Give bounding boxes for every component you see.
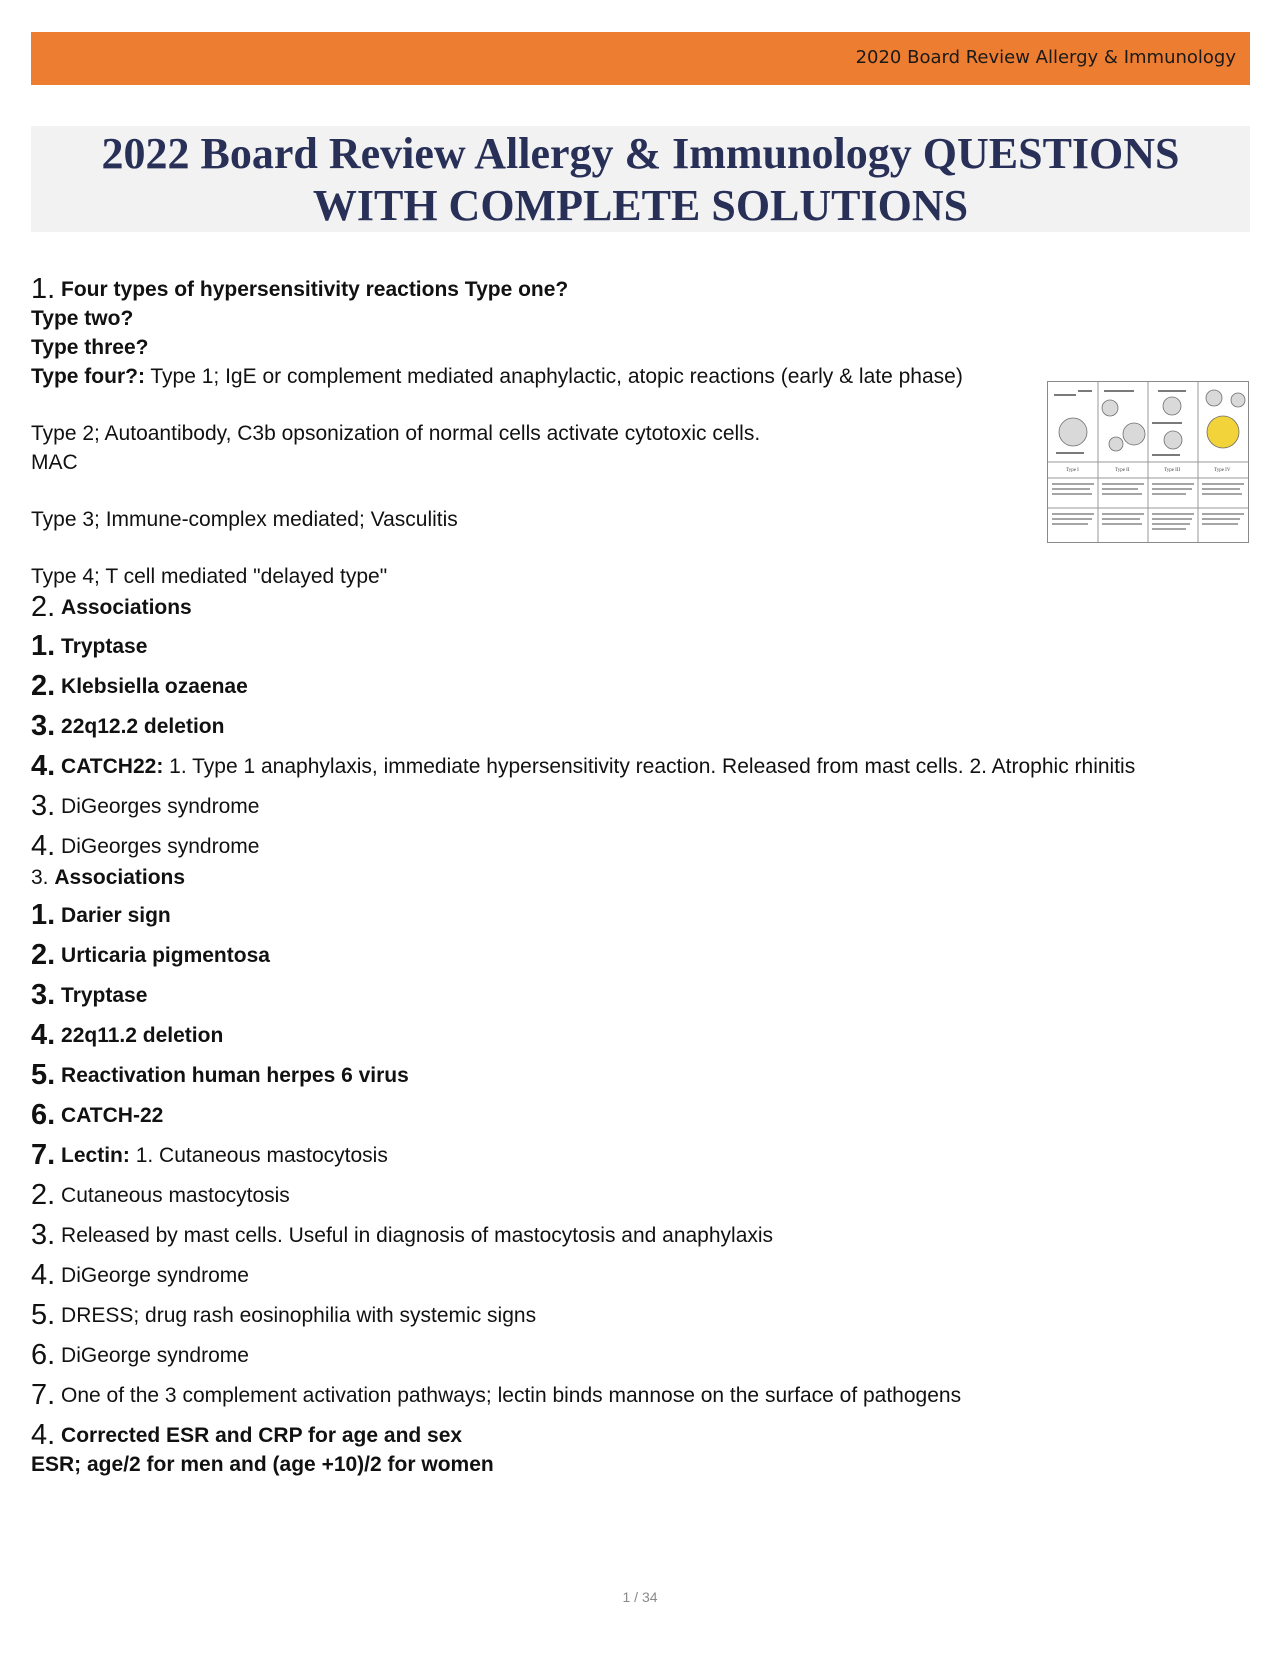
- answer-text: Type 1; IgE or complement mediated anaphylactic, atopic reactions (early & late phase): [144, 365, 963, 388]
- answer-item: [31, 790, 1256, 822]
- question-text: Associations: [54, 866, 186, 889]
- question-number: 4.: [31, 1419, 56, 1451]
- question-number: 1.: [31, 273, 56, 305]
- list-item: [31, 750, 1256, 782]
- answer-type-2-mac: MAC: [31, 451, 78, 474]
- item-text: DiGeorge syndrome: [61, 1344, 249, 1367]
- running-header-title: 2020 Board Review Allergy & Immunology: [855, 47, 1236, 68]
- answer-item: [31, 1259, 1256, 1291]
- figure-heading: Type II: [1115, 468, 1130, 473]
- answer-type-4: Type 4; T cell mediated "delayed type": [31, 565, 388, 588]
- item-text: One of the 3 complement activation pathways; lectin binds mannose on the surface of pathogens: [61, 1384, 962, 1407]
- item-text: DiGeorge syndrome: [61, 1264, 249, 1287]
- list-item: [31, 979, 1256, 1011]
- list-item: [31, 670, 1256, 702]
- answer-item: [31, 1299, 1256, 1331]
- item-text: Urticaria pigmentosa: [61, 944, 270, 967]
- item-number: 6.: [31, 1099, 56, 1131]
- answer-item: [31, 1179, 1256, 1211]
- item-text: CATCH-22: [61, 1104, 164, 1127]
- list-item: [31, 710, 1256, 742]
- question-text: Corrected ESR and CRP for age and sex: [61, 1424, 463, 1447]
- item-number: 3.: [31, 710, 56, 742]
- item-text: Tryptase: [61, 984, 148, 1007]
- item-number: 2.: [31, 939, 56, 971]
- item-text: Reactivation human herpes 6 virus: [61, 1064, 409, 1087]
- list-item: [31, 630, 1256, 662]
- figure-heading: Type I: [1066, 468, 1079, 473]
- answer-text: 1. Cutaneous mastocytosis: [129, 1144, 388, 1167]
- question-2-heading: [31, 591, 1256, 623]
- item-number: 3.: [31, 790, 56, 822]
- hypersensitivity-table-figure: [1047, 381, 1249, 543]
- item-number: 5.: [31, 1059, 56, 1091]
- question-number: 2.: [31, 591, 56, 623]
- item-number: 4.: [31, 750, 56, 782]
- item-number: 1.: [31, 899, 56, 931]
- item-number: 4.: [31, 830, 56, 862]
- item-text: Klebsiella ozaenae: [61, 675, 248, 698]
- page-number: 1 / 34: [622, 1589, 658, 1605]
- list-item: [31, 1099, 1256, 1131]
- answer-type-3: Type 3; Immune-complex mediated; Vasculitis: [31, 508, 458, 531]
- list-item: [31, 1139, 1256, 1171]
- title-line-2: WITH COMPLETE SOLUTIONS: [312, 181, 969, 230]
- question-1-line-1: [31, 273, 1256, 305]
- item-number: 6.: [31, 1339, 56, 1371]
- figure-heading: Type III: [1164, 468, 1181, 473]
- title-line-1: 2022 Board Review Allergy & Immunology QUESTIONS: [101, 129, 1180, 178]
- list-item: [31, 1059, 1256, 1091]
- item-number: 5.: [31, 1299, 56, 1331]
- question-number: 3.: [31, 866, 49, 889]
- figure-heading: Type IV: [1214, 468, 1231, 473]
- item-text: DiGeorges syndrome: [61, 795, 260, 818]
- item-text: CATCH22:: [61, 755, 164, 778]
- item-number: 2.: [31, 1179, 56, 1211]
- item-number: 3.: [31, 979, 56, 1011]
- item-text: DRESS; drug rash eosinophilia with systemic signs: [61, 1304, 537, 1327]
- item-text: 22q11.2 deletion: [61, 1024, 224, 1047]
- list-item: [31, 939, 1256, 971]
- running-header-bar: [31, 32, 1250, 85]
- answer-item: [31, 830, 1256, 862]
- document-title: [31, 128, 1250, 232]
- question-text: Associations: [61, 596, 192, 619]
- item-number: 3.: [31, 1219, 56, 1251]
- item-number: 7.: [31, 1379, 56, 1411]
- question-text: Four types of hypersensitivity reactions Type one?: [61, 278, 569, 301]
- question-3-heading: [31, 865, 1256, 890]
- item-text: DiGeorges syndrome: [61, 835, 260, 858]
- item-number: 2.: [31, 670, 56, 702]
- item-number: 1.: [31, 630, 56, 662]
- answer-item: [31, 1339, 1256, 1371]
- answer-item: [31, 1219, 1256, 1251]
- answer-type-2: Type 2; Autoantibody, C3b opsonization of normal cells activate cytotoxic cells.: [31, 422, 761, 445]
- document-title-band: [31, 126, 1250, 232]
- question-4-line-2: ESR; age/2 for men and (age +10)/2 for women: [31, 1453, 494, 1476]
- item-text: Cutaneous mastocytosis: [61, 1184, 290, 1207]
- item-text: Darier sign: [61, 904, 171, 927]
- question-1-line-2: Type two?: [31, 307, 134, 330]
- item-text: Lectin:: [61, 1144, 130, 1167]
- answer-text: 1. Type 1 anaphylaxis, immediate hypersensitivity reaction. Released from mast cells. 2. Atrophic rhinitis: [163, 755, 1136, 778]
- hypersensitivity-types-table-thumbnail-icon: [1048, 382, 1248, 542]
- item-number: 4.: [31, 1019, 56, 1051]
- answer-item: [31, 1379, 1256, 1411]
- item-number: 7.: [31, 1139, 56, 1171]
- item-number: 4.: [31, 1259, 56, 1291]
- question-1-line-3: Type three?: [31, 336, 149, 359]
- item-text: 22q12.2 deletion: [61, 715, 225, 738]
- item-text: Released by mast cells. Useful in diagnosis of mastocytosis and anaphylaxis: [61, 1224, 774, 1247]
- list-item: [31, 1019, 1256, 1051]
- list-item: [31, 899, 1256, 931]
- item-text: Tryptase: [61, 635, 148, 658]
- question-text: Type four?:: [31, 365, 145, 388]
- question-4-heading: [31, 1419, 1256, 1451]
